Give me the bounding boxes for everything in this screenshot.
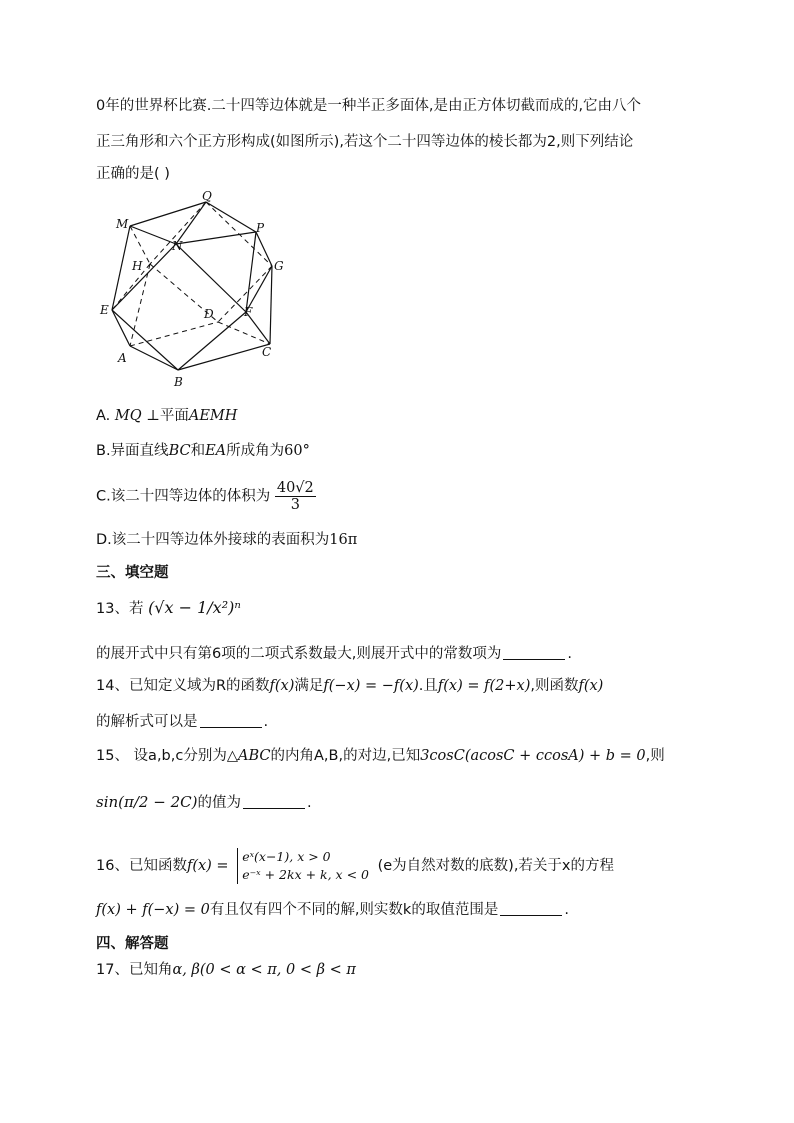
q13-line-2: 的展开式中只有第6项的二项式系数最大,则展开式中的常数项为 . [96,646,572,662]
vertex-label-Q: Q [202,190,212,203]
q16-line-2: f(x) + f(−x) = 0有且仅有四个不同的解,则实数k的取值范围是 . [96,902,569,918]
option-b: B.异面直线BC和EA所成角为60° [96,443,310,459]
edge-NQ [176,202,206,244]
intro-line-2: 正三角形和六个正方形构成(如图所示),若这个二十四等边体的棱长都为2,则下列结论 [96,134,634,150]
vertex-label-D: D [204,307,214,321]
edge-BC [178,344,270,370]
edge-ME [112,226,130,310]
edge-NF [176,244,246,312]
vertex-label-G: G [274,259,284,273]
edge-PF [246,232,256,312]
vertex-label-M: M [116,217,129,231]
edge-NP [176,232,256,244]
q13-expression: (√x − 1/x²)ⁿ [148,598,241,617]
q16-line-1: 16、已知函数f(x) = eˣ(x−1), x > 0 e⁻ˣ + 2kx + k, x < 0 (e为自然对数的底数),若关于x的方程 [96,849,615,882]
hidden-edge-HA [130,264,150,346]
edge-MN [130,226,176,244]
answer-blank [243,794,305,809]
answer-blank [500,901,562,916]
q14-line-1: 14、已知定义域为R的函数f(x)满足f(−x) = −f(x).且f(x) = f(2+x),则函数f(x) [96,678,604,694]
volume-fraction: $\frac{40√2}{3}$ [276,480,314,513]
edge-NE [112,244,176,310]
q14-line-2: 的解析式可以是 . [96,714,269,730]
edge-AB [130,346,178,370]
hidden-edge-HE [112,264,150,310]
vertex-label-B: B [174,375,183,389]
option-d: D.该二十四等边体外接球的表面积为16π [96,532,358,548]
edge-PG [256,232,272,266]
edge-EA [112,310,130,346]
intro-line-3: 正确的是( ) [96,166,170,182]
option-c: C.该二十四等边体的体积为 $\frac{40√2}{3}$ [96,480,314,513]
q15-line-2: sin(π/2 − 2C)的值为 . [96,793,312,811]
edge-QP [206,202,256,232]
answer-blank [200,713,262,728]
vertex-label-F: F [244,305,253,319]
vertex-label-N: N [172,239,183,253]
vertex-label-P: P [256,221,265,235]
q13-line-1: 13、若 (√x − 1/x²)ⁿ [96,598,241,617]
polyhedron-figure [96,190,296,390]
section-title-answer: 四、解答题 [96,936,169,952]
intro-line-1: 0年的世界杯比赛.二十四等边体就是一种半正多面体,是由正方体切截而成的,它由八个 [96,98,642,114]
section-title-fill-in: 三、填空题 [96,565,169,581]
edge-GC [270,266,272,344]
vertex-label-C: C [262,345,272,359]
vertex-label-H: H [132,259,143,273]
q15-line-1: 15、 设a,b,c分别为△ABC的内角A,B,的对边,已知3cosC(acosC + ccosA) + b = 0,则 [96,748,665,764]
piecewise-cases: eˣ(x−1), x > 0 e⁻ˣ + 2kx + k, x < 0 [237,848,369,884]
answer-blank [503,645,565,660]
q17-line-1: 17、已知角α, β(0 < α < π, 0 < β < π [96,962,356,978]
hidden-edge-AD [130,322,218,346]
edge-MQ [130,202,206,226]
option-a: A. MQ ⊥平面AEMH [96,408,238,424]
vertex-label-A: A [118,351,127,365]
vertex-label-E: E [100,303,109,317]
